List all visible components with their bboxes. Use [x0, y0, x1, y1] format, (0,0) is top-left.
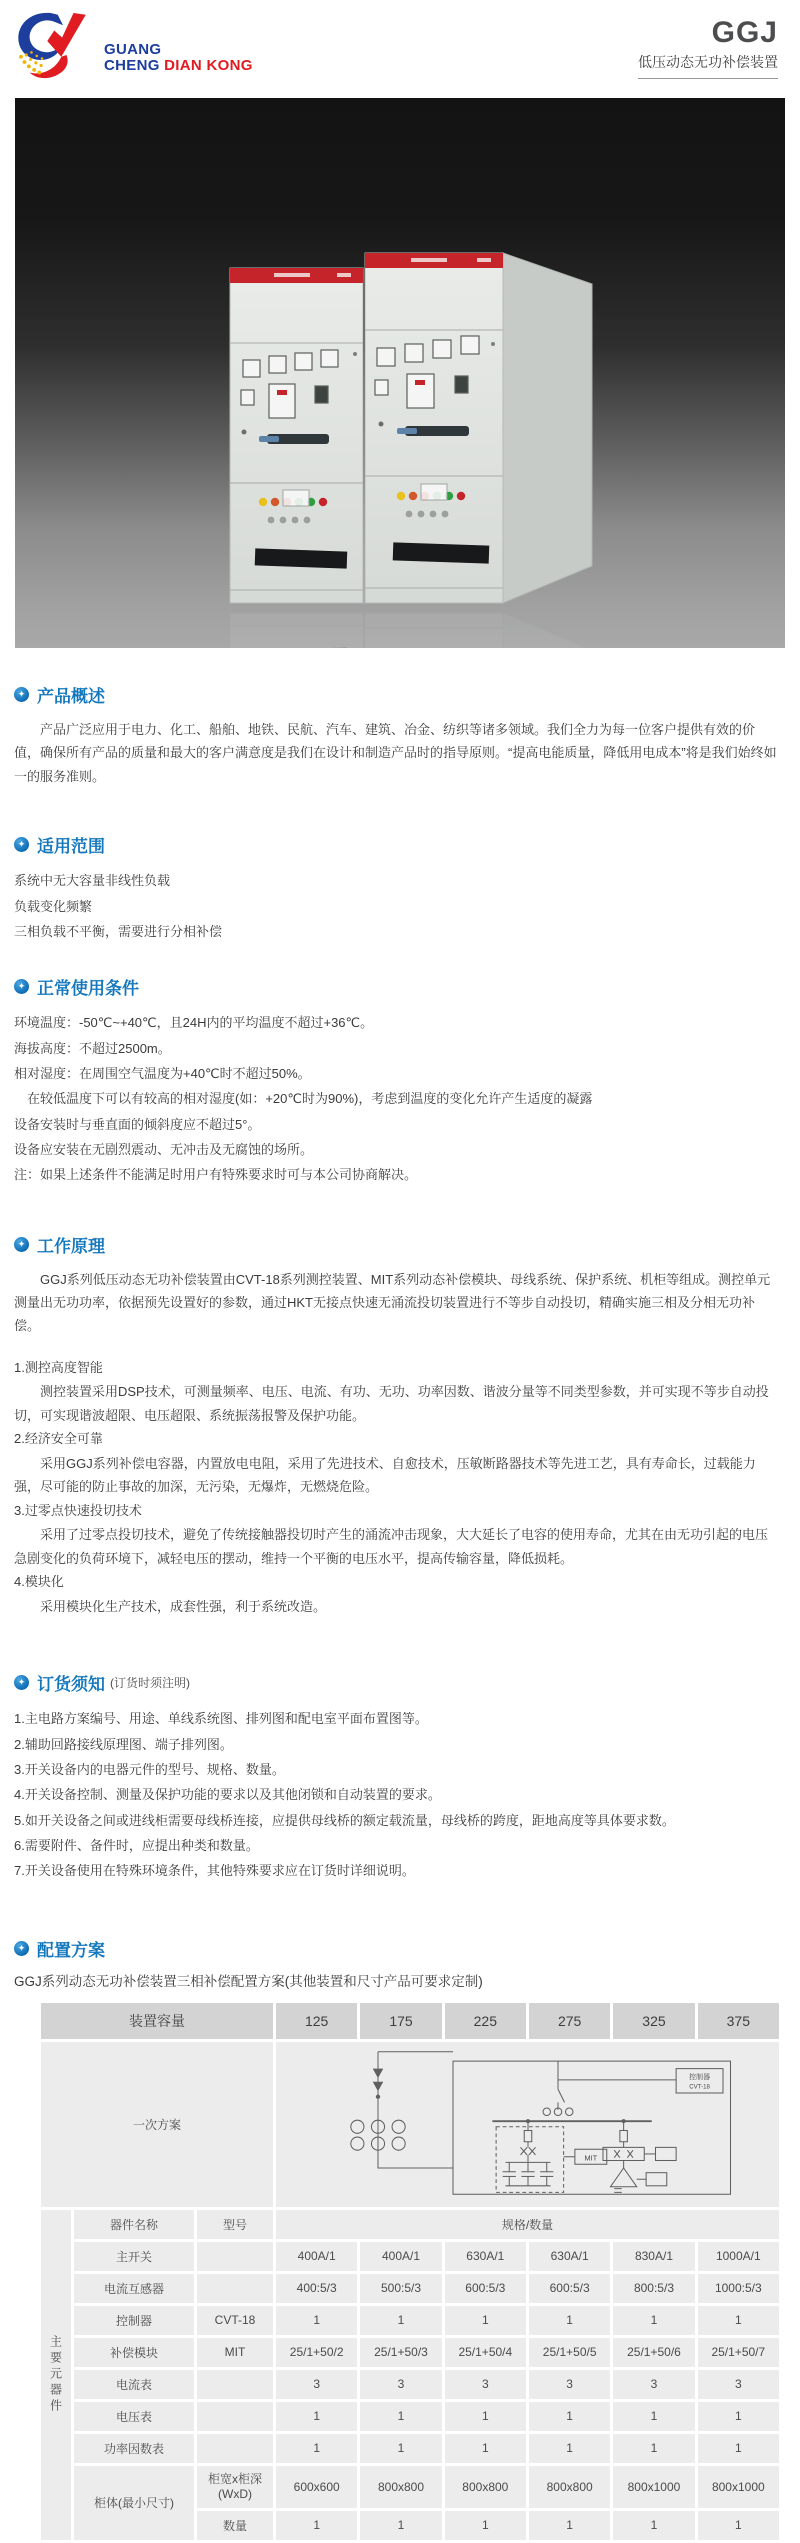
component-model-cell — [197, 2434, 273, 2463]
company-name — [104, 42, 253, 74]
value-cell: 1 — [445, 2511, 526, 2540]
content — [0, 682, 800, 2543]
component-model-cell — [197, 2370, 273, 2399]
text-line: 设备应安装在无剧烈震动、无冲击及无腐蚀的场所。 — [14, 1141, 314, 1157]
diagram-controller-label: 控制器 — [688, 2073, 710, 2081]
section-title-text: 适用范围 — [37, 837, 105, 857]
text-line: 三相负载不平衡，需要进行分相补偿 — [14, 923, 223, 939]
text-line: 采用模块化生产技术，成套性强，利于系统改造。 — [40, 1598, 327, 1614]
component-row — [41, 2242, 779, 2271]
component-row — [41, 2274, 779, 2303]
value-cell: 1 — [613, 2511, 694, 2540]
component-value-cell: 400A/1 — [276, 2242, 357, 2271]
component-value-cell: 3 — [613, 2370, 694, 2399]
component-value-cell: 25/1+50/7 — [698, 2338, 779, 2367]
text-line: 设备安装时与垂直面的倾斜度应不超过5°。 — [14, 1116, 261, 1132]
value-cell: 600x600 — [276, 2466, 357, 2508]
component-value-cell: 1 — [360, 2434, 441, 2463]
text-line: 4.模块化 — [14, 1574, 64, 1590]
component-model-cell — [197, 2402, 273, 2431]
component-value-cell: 400:5/3 — [276, 2274, 357, 2303]
text-line: 6.需要附件、备件时，应提出种类和数量。 — [14, 1837, 259, 1853]
component-value-cell: 1 — [529, 2402, 610, 2431]
text-line: 注：如果上述条件不能满足时用户有特殊要求时可与本公司协商解决。 — [14, 1167, 418, 1183]
text-line: 2.辅助回路接线原理图、端子排列图。 — [14, 1736, 233, 1752]
text-line: 采用GGJ系列补偿电容器，内置放电电阻，采用了先进技术、自愈技术，压敏断路器技术等先进工艺，具有寿命长，过载能力强，尽可能的防止事故的加深，无污染，无爆炸，无燃烧危险。 — [14, 1455, 756, 1495]
value-cell: 1 — [276, 2511, 357, 2540]
col-header-model: 型号 — [197, 2210, 273, 2239]
component-name-cell: 电流表 — [74, 2370, 194, 2399]
section-bullet-icon: ✦ — [14, 837, 29, 852]
section-bullet-icon: ✦ — [14, 1675, 29, 1690]
single-line-diagram — [298, 2048, 758, 2198]
section-bullet-icon: ✦ — [14, 1237, 29, 1252]
component-value-cell: 25/1+50/3 — [360, 2338, 441, 2367]
diagram-module-label: MIT — [583, 2153, 597, 2163]
component-row — [41, 2370, 779, 2399]
component-value-cell: 500:5/3 — [360, 2274, 441, 2303]
component-value-cell: 25/1+50/4 — [445, 2338, 526, 2367]
section-title-text: 订货须知 — [37, 1675, 105, 1695]
group-label-cell: 主要元器件 — [41, 2210, 71, 2540]
component-name-cell: 主开关 — [74, 2242, 194, 2271]
capacity-label-cell: 装置容量 — [41, 2003, 273, 2039]
component-row — [41, 2306, 779, 2335]
value-cell: 375 — [698, 2003, 779, 2039]
value-cell: 275 — [529, 2003, 610, 2039]
company-logo-icon — [12, 6, 100, 95]
component-name-cell: 补偿模块 — [74, 2338, 194, 2367]
section-title-text: 配置方案 — [37, 1940, 105, 1960]
value-cell: 800x800 — [445, 2466, 526, 2508]
component-value-cell: 1 — [698, 2402, 779, 2431]
section-title-text: 正常使用条件 — [37, 979, 139, 999]
component-name-cell: 功率因数表 — [74, 2434, 194, 2463]
component-row — [41, 2402, 779, 2431]
text-line: 测控装置采用DSP技术，可测量频率、电压、电流、有功、无功、功率因数、谐波分量等不同类型参数，并可实现不等步自动投切，可实现谐波超限、电压超限、系统振荡报警及保护功能。 — [14, 1384, 769, 1423]
component-model-cell: CVT-18 — [197, 2306, 273, 2335]
text-line: 3.开关设备内的电器元件的型号、规格、数量。 — [14, 1761, 285, 1777]
value-cell: 225 — [445, 2003, 526, 2039]
company-logo — [12, 6, 253, 95]
config-subtitle: GGJ系列动态无功补偿装置三相补偿配置方案(其他装置和尺寸产品可要求定制) — [14, 1973, 483, 1989]
configuration-table — [38, 2000, 782, 2543]
component-name-cell: 电压表 — [74, 2402, 194, 2431]
value-cell: 325 — [613, 2003, 694, 2039]
component-value-cell: 1 — [613, 2434, 694, 2463]
value-cell: 800x1000 — [613, 2466, 694, 2508]
component-value-cell: 830A/1 — [613, 2242, 694, 2271]
component-value-cell: 25/1+50/5 — [529, 2338, 610, 2367]
component-value-cell: 1000A/1 — [698, 2242, 779, 2271]
text-line: 采用了过零点投切技术，避免了传统接触器投切时产生的涌流冲击现象，大大延长了电容的使用寿命，尤其在由无功引起的电压急剧变化的负荷环境下，减轻电压的摆动，维持一个平衡的电压水平，提高传输容量，降低损耗。 — [14, 1527, 769, 1566]
cabinet-size-label-line2: (WxD) — [218, 2486, 252, 2501]
component-value-cell: 1 — [698, 2434, 779, 2463]
component-value-cell: 25/1+50/2 — [276, 2338, 357, 2367]
overview-body: 产品广泛应用于电力、化工、船舶、地铁、民航、汽车、建筑、冶金、纺织等诸多领域。我们全力为每一位客户提供有效的价值，确保所有产品的质量和最大的客户满意度是我们在设计和制造产品时的指导原则。“提高电能质量，降低用电成本”将是我们始终如一的服务准则。 — [14, 722, 777, 784]
component-row — [41, 2338, 779, 2367]
value-cell: 175 — [360, 2003, 441, 2039]
diagram-controller-model: CVT-18 — [688, 2082, 710, 2090]
value-cell: 1 — [698, 2511, 779, 2540]
component-value-cell: 1 — [276, 2402, 357, 2431]
cabinets-illustration — [15, 98, 785, 648]
section-bullet-icon: ✦ — [14, 979, 29, 994]
component-value-cell: 3 — [529, 2370, 610, 2399]
value-cell: 125 — [276, 2003, 357, 2039]
component-value-cell: 3 — [698, 2370, 779, 2399]
component-value-cell: 1 — [276, 2306, 357, 2335]
primary-scheme-row — [41, 2042, 779, 2207]
cabinet-size-label-cell — [197, 2466, 273, 2508]
text-line: 7.开关设备使用在特殊环境条件，其他特殊要求应在订货时详细说明。 — [14, 1863, 415, 1879]
value-cell: 1 — [529, 2511, 610, 2540]
section-title-conditions — [14, 974, 778, 999]
component-value-cell: 630A/1 — [529, 2242, 610, 2271]
section-title-config — [14, 1936, 778, 1961]
col-header-name: 器件名称 — [74, 2210, 194, 2239]
component-value-cell: 400A/1 — [360, 2242, 441, 2271]
component-value-cell: 630A/1 — [445, 2242, 526, 2271]
section-bullet-icon: ✦ — [14, 687, 29, 702]
product-subtitle: 低压动态无功补偿装置 — [638, 52, 778, 79]
cabinet-size-row — [41, 2466, 779, 2508]
component-value-cell: 600:5/3 — [529, 2274, 610, 2303]
component-value-cell: 1 — [613, 2402, 694, 2431]
capacity-header-row — [41, 2003, 779, 2039]
component-value-cell: 1 — [360, 2402, 441, 2431]
section-title-principle — [14, 1232, 778, 1257]
component-value-cell: 800:5/3 — [613, 2274, 694, 2303]
component-value-cell: 1 — [445, 2306, 526, 2335]
company-name-line2: CHENG DIAN KONG — [104, 57, 253, 75]
section-title-ordering — [14, 1670, 778, 1695]
value-cell: 1 — [360, 2511, 441, 2540]
component-value-cell: 3 — [276, 2370, 357, 2399]
text-line: 相对湿度：在周围空气温度为+40℃时不超过50%。 — [14, 1065, 311, 1081]
value-cell: 800x800 — [360, 2466, 441, 2508]
section-title-overview — [14, 682, 778, 707]
primary-scheme-label-cell: 一次方案 — [41, 2042, 273, 2207]
text-line: 海拔高度：不超过2500m。 — [14, 1040, 171, 1056]
text-line: 负载变化频繁 — [14, 898, 93, 914]
ordering-note: (订货时须注明) — [110, 1676, 190, 1691]
component-value-cell: 1 — [445, 2402, 526, 2431]
component-value-cell: 1 — [529, 2306, 610, 2335]
component-value-cell: 600:5/3 — [445, 2274, 526, 2303]
component-model-cell — [197, 2242, 273, 2271]
section-title-scope — [14, 832, 778, 857]
component-value-cell: 1 — [613, 2306, 694, 2335]
text-line: 3.过零点快速投切技术 — [14, 1502, 142, 1518]
component-value-cell: 25/1+50/6 — [613, 2338, 694, 2367]
component-value-cell: 1 — [529, 2434, 610, 2463]
text-line: 1.测控高度智能 — [14, 1359, 103, 1375]
cabinet-qty-label-cell: 数量 — [197, 2511, 273, 2540]
value-cell: 800x1000 — [698, 2466, 779, 2508]
component-header-row — [41, 2210, 779, 2239]
company-name-line1: GUANG — [104, 41, 162, 58]
principle-points — [14, 1356, 778, 1618]
component-value-cell: 3 — [360, 2370, 441, 2399]
col-header-spec: 规格/数量 — [276, 2210, 779, 2239]
text-line: 1.主电路方案编号、用途、单线系统图、排列图和配电室平面布置图等。 — [14, 1711, 428, 1727]
component-name-cell: 控制器 — [74, 2306, 194, 2335]
component-row — [41, 2434, 779, 2463]
product-code: GGJ — [711, 16, 778, 49]
section-bullet-icon: ✦ — [14, 1941, 29, 1956]
value-cell: 800x800 — [529, 2466, 610, 2508]
component-model-cell — [197, 2274, 273, 2303]
section-title-text: 产品概述 — [37, 687, 105, 706]
text-line: 2.经济安全可靠 — [14, 1431, 103, 1447]
text-line: 环境温度：-50℃~+40℃，且24H内的平均温度不超过+36℃。 — [14, 1015, 374, 1031]
text-line: 5.如开关设备之间或进线柜需要母线桥连接，应提供母线桥的额定载流量，母线桥的跨度，距地高度等具体要求数。 — [14, 1812, 675, 1828]
ordering-list — [14, 1706, 778, 1883]
component-model-cell: MIT — [197, 2338, 273, 2367]
scope-list — [14, 868, 778, 944]
conditions-list — [14, 1010, 778, 1187]
principle-intro: GGJ系列低压动态无功补偿装置由CVT-18系列测控装置、MIT系列动态补偿模块、母线系统、保护系统、机柜等组成。测控单元测量出无功功率，依据预先设置好的参数，通过HKT无接点快速无涌流投切装置进行不等步自动投切，精确实施三相及分相无功补偿。 — [14, 1271, 771, 1334]
component-value-cell: 1 — [698, 2306, 779, 2335]
component-value-cell: 1 — [360, 2306, 441, 2335]
section-title-text: 工作原理 — [37, 1236, 105, 1256]
text-line: 系统中无大容量非线性负载 — [14, 873, 171, 889]
product-header — [638, 18, 778, 79]
component-value-cell: 1000:5/3 — [698, 2274, 779, 2303]
product-photo — [15, 98, 785, 648]
component-value-cell: 1 — [276, 2434, 357, 2463]
text-line: 4.开关设备控制、测量及保护功能的要求以及其他闭锁和自动装置的要求。 — [14, 1787, 441, 1803]
cabinet-size-label-line1: 柜宽x柜深 — [207, 2471, 262, 2486]
single-line-diagram-cell — [276, 2042, 779, 2207]
cabinet-label-cell: 柜体(最小尺寸) — [74, 2466, 194, 2540]
component-value-cell: 3 — [445, 2370, 526, 2399]
component-value-cell: 1 — [445, 2434, 526, 2463]
component-name-cell: 电流互感器 — [74, 2274, 194, 2303]
page-header — [0, 0, 800, 96]
text-line: 在较低温度下可以有较高的相对湿度(如：+20℃时为90%)，考虑到温度的变化允许产生适度的凝露 — [14, 1091, 593, 1107]
